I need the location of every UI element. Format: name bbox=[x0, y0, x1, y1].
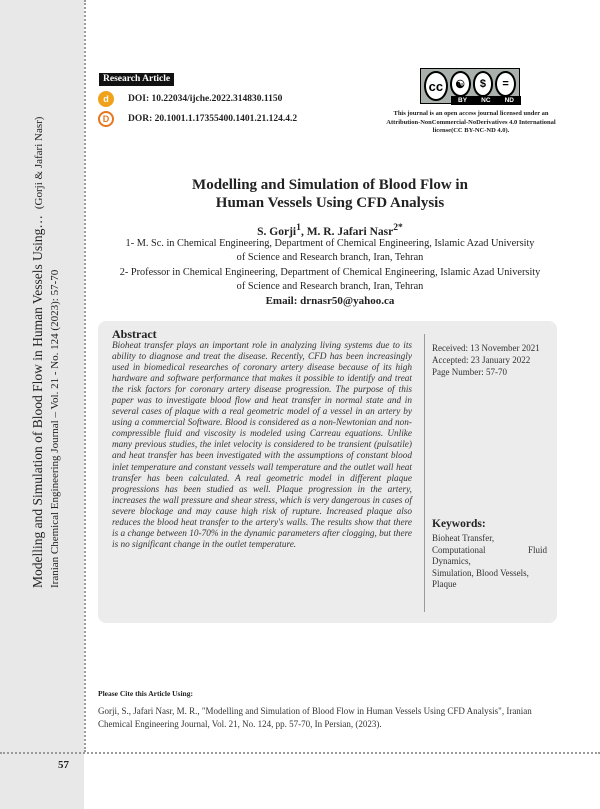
keywords-list bbox=[432, 533, 547, 591]
abstract-divider bbox=[424, 334, 425, 612]
affiliation-1 bbox=[100, 237, 560, 265]
keyword-4: Plaque bbox=[432, 579, 457, 589]
running-title: Modelling and Simulation of Blood Flow in Human Vessels Using… bbox=[30, 215, 45, 588]
author-separator: , bbox=[300, 225, 307, 238]
accepted-date: Accepted: 23 January 2022 bbox=[432, 355, 531, 365]
keyword-2b: Fluid bbox=[527, 544, 547, 555]
author-1: S. Gorji bbox=[257, 225, 297, 238]
license-statement: This journal is an open access journal licensed under an Attribution-NonCommercial-NoDerivatives 4.0 International license(CC BY-NC-ND 4.0). bbox=[386, 110, 556, 134]
article-info bbox=[432, 342, 540, 378]
cc-label-nc: NC bbox=[481, 97, 491, 104]
cc-terms-strip bbox=[451, 96, 521, 105]
article-type-badge: Research Article bbox=[99, 73, 174, 86]
keyword-2c: Dynamics, bbox=[432, 556, 471, 566]
citation-text: Gorji, S., Jafari Nasr, M. R., "Modelling and Simulation of Blood Flow in Human Vessels Using CFD Analysis", Iranian Chemical Engineering Journal, Vol. 21, No. 124, pp. 57-70, In Persian, (2023). bbox=[98, 706, 532, 729]
doi-link[interactable]: DOI: 10.22034/ijche.2022.314830.1150 bbox=[128, 94, 283, 104]
corresponding-email[interactable]: Email: drnasr50@yahoo.ca bbox=[265, 295, 395, 307]
keyword-2a: Computational bbox=[432, 544, 486, 555]
title-line-2: Human Vessels Using CFD Analysis bbox=[215, 195, 445, 211]
page-range: Page Number: 57-70 bbox=[432, 367, 507, 377]
journal-info: Iranian Chemical Engineering Journal – Vol. 21 - No. 124 (2023): 57-70 bbox=[49, 269, 61, 588]
affil-1-line-1: 1- M. Sc. in Chemical Engineering, Department of Chemical Engineering, Islamic Azad University bbox=[125, 238, 535, 249]
abstract-text: Bioheat transfer plays an important role in analyzing living systems due to its ability to diagnose and treat the disease. Recently, CFD has been increasingly used in biomedical researches of coronary artery disease because of its high hardware and software performance that makes it possible to identify and treat the risk factors for coronary artery disease progression. The purpose of this paper was to investigate blood flow and heat transfer in normal state and in several cases of plaque with a real geometric model of a vessel in an artery by using a commercial Software. Blood is considered as a non-Newtonian and non-compressible fluid and viscosity is modeled using Carreau equations. Unlike many previous studies, the inlet velocity is considered to be transient (pulsatile) and heat transfer has been investigated with the assumptions of constant blood inlet temperature and constant vessels wall temperature and the outlet wall heat transfer has been calculated. A real geometric model in different plaque progressions has been studied as well. Plaque progression in the artery, increases the wall pressure and shear stress, which is very dangerous in cases of severe blockage and may cause high risk of rupture. Increased plaque also reduces the blood heat transfer to the artery's walls. The results show that there is a change between 10-70% in the dynamic parameters after clogging, but there is no significant change in the outlet temperature. bbox=[112, 341, 412, 550]
sidebar-dotted-border bbox=[84, 0, 86, 752]
affil-2-line-1: 2- Professor in Chemical Engineering, Department of Chemical Engineering, Islamic Azad University bbox=[119, 267, 541, 278]
citation-heading: Please Cite this Article Using: bbox=[98, 689, 193, 698]
affiliation-2 bbox=[100, 266, 560, 294]
received-date: Received: 13 November 2021 bbox=[432, 343, 540, 353]
dor-icon: D bbox=[98, 111, 114, 127]
keyword-1: Bioheat Transfer, bbox=[432, 533, 495, 543]
by-person-icon: ☯ bbox=[450, 71, 471, 97]
dor-link[interactable]: DOR: 20.1001.1.17355400.1401.21.124.4.2 bbox=[128, 114, 298, 124]
affil-2-line-2: of Science and Research branch, Iran, Tehran bbox=[236, 281, 424, 292]
author-list bbox=[100, 222, 560, 238]
keyword-2-line bbox=[432, 545, 547, 557]
keywords-heading: Keywords: bbox=[432, 518, 486, 530]
sidebar-running-header bbox=[30, 68, 62, 588]
noncommercial-icon: $ bbox=[473, 71, 494, 97]
noderivs-icon: = bbox=[495, 71, 516, 97]
keyword-3: Simulation, Blood Vessels, bbox=[432, 567, 529, 578]
author-2-affil: 2* bbox=[393, 222, 403, 233]
affil-1-line-2: of Science and Research branch, Iran, Tehran bbox=[236, 252, 424, 263]
running-authors: (Gorji & Jafari Nasr) bbox=[33, 116, 45, 210]
cc-icon: cc bbox=[424, 71, 448, 101]
title-line-1: Modelling and Simulation of Blood Flow in bbox=[192, 177, 468, 193]
author-1-affil: 1 bbox=[296, 222, 301, 233]
page-number: 57 bbox=[58, 759, 69, 771]
abstract-heading: Abstract bbox=[112, 327, 157, 341]
author-2: M. R. Jafari Nasr bbox=[306, 225, 394, 238]
cc-label-by: BY bbox=[458, 97, 468, 104]
dor-row bbox=[98, 111, 297, 127]
doi-row bbox=[98, 91, 282, 107]
footer-dotted-border bbox=[0, 752, 600, 754]
cc-label-nd: ND bbox=[504, 97, 514, 104]
paper-title bbox=[100, 176, 560, 212]
doi-icon: d bbox=[98, 91, 114, 107]
